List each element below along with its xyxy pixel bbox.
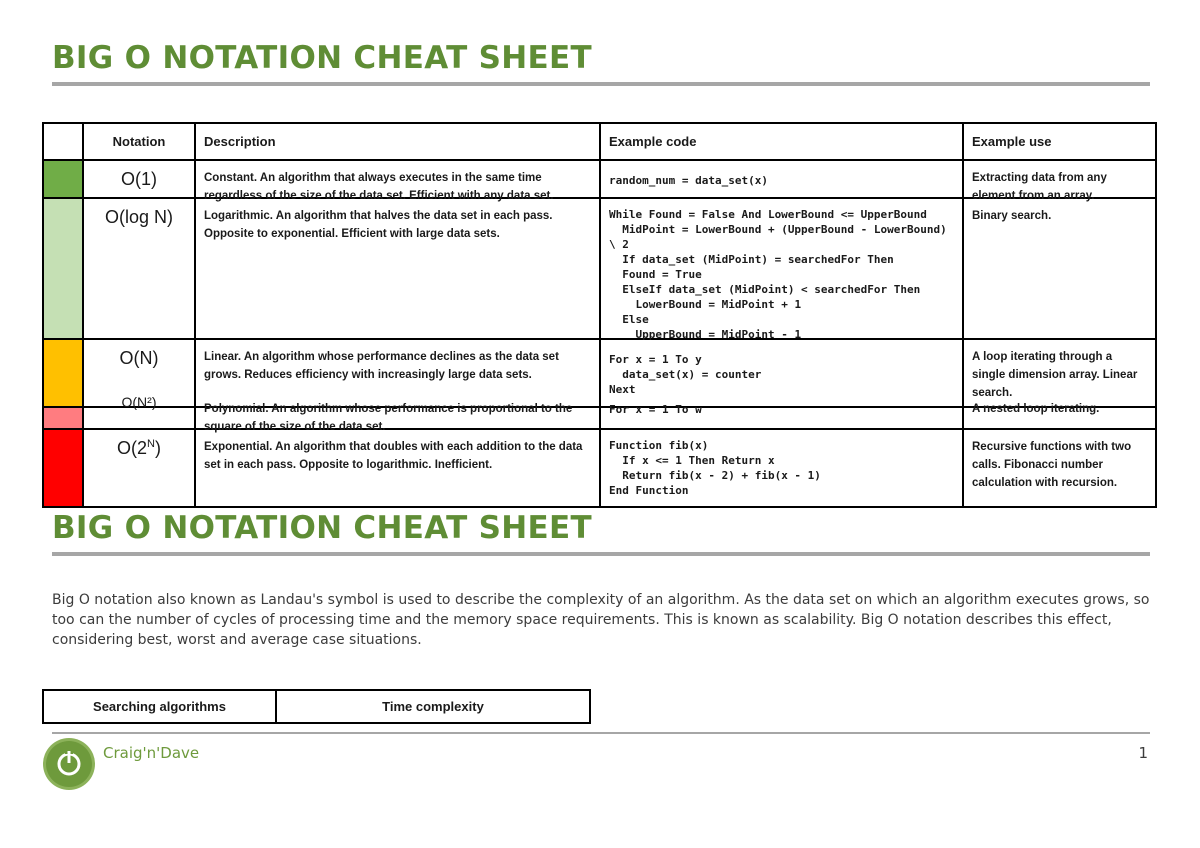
description-cell: Logarithmic. An algorithm that halves the data set in each pass. Opposite to exponential. Efficient with large data sets. bbox=[204, 210, 553, 240]
table-row bbox=[43, 429, 1156, 507]
table-header-row bbox=[43, 123, 1156, 160]
notation-cell: O(1) bbox=[121, 169, 157, 189]
row-color-swatch bbox=[43, 339, 83, 407]
code-cell: For x = 1 To y data_set(x) = counter Next bbox=[609, 353, 762, 396]
code-cell: Function fib(x) If x <= 1 Then Return x Return fib(x - 2) + fib(x - 1) End Function bbox=[609, 439, 821, 497]
brand-name: Craig'n'Dave bbox=[103, 744, 200, 762]
table-row bbox=[43, 160, 1156, 198]
power-icon bbox=[46, 741, 92, 787]
code-cell: For x = 1 To w bbox=[609, 403, 702, 416]
page-number: 1 bbox=[1138, 744, 1148, 762]
notation-cell: O(N²) bbox=[121, 394, 157, 410]
time-complexity-header: Time complexity bbox=[276, 690, 590, 723]
use-cell: Recursive functions with two calls. Fibonacci number calculation with recursion. bbox=[972, 441, 1132, 489]
section-title: BIG O NOTATION CHEAT SHEET bbox=[52, 510, 592, 546]
table-row bbox=[43, 198, 1156, 339]
notation-cell: O(log N) bbox=[104, 207, 173, 227]
footer-rule bbox=[52, 732, 1150, 734]
searching-algorithms-header: Searching algorithms bbox=[43, 690, 276, 723]
section-rule bbox=[52, 552, 1150, 556]
big-o-table bbox=[42, 122, 1157, 508]
header-description: Description bbox=[195, 123, 600, 160]
header-code: Example code bbox=[600, 123, 963, 160]
code-cell: random_num = data_set(x) bbox=[609, 174, 768, 187]
notation-superscript: N bbox=[147, 438, 155, 450]
use-cell: A nested loop iterating. bbox=[972, 403, 1100, 415]
title-rule bbox=[52, 82, 1150, 86]
page-title: BIG O NOTATION CHEAT SHEET bbox=[52, 40, 592, 76]
notation-cell: $O(2^N)$ bbox=[117, 438, 161, 458]
notation-cell: O(N) bbox=[119, 348, 159, 368]
row-color-swatch bbox=[43, 198, 83, 339]
intro-paragraph: Big O notation also known as Landau's symbol is used to describe the complexity of an algorithm. As the data set on which an algorithm executes grows, so too can the number of cycles of processing time and the memory space requirements. This is known as scalability. Big O notation describes this effect, considering best, worst and average case situations. bbox=[52, 592, 1150, 648]
row-color-swatch bbox=[43, 160, 83, 198]
use-cell: Extracting data from any element from an array. bbox=[972, 172, 1107, 202]
row-color-swatch bbox=[43, 429, 83, 507]
header-notation: Notation bbox=[83, 123, 195, 160]
searching-table bbox=[42, 689, 591, 724]
code-cell: While Found = False And LowerBound <= UpperBound MidPoint = LowerBound + (UpperBound - LowerBound) \ 2 If data_set (MidPoint) = searchedFor Then Found = True ElseIf data_set (MidPoint) < searchedFor Then LowerBound = MidPoint + 1 Else UpperBound = MidPoint - 1 bbox=[609, 208, 947, 341]
use-cell: Binary search. bbox=[972, 210, 1052, 222]
use-cell: A loop iterating through a single dimension array. Linear search. bbox=[972, 351, 1138, 399]
description-cell: Exponential. An algorithm that doubles with each addition to the data set in each pass. Opposite to logarithmic. Inefficient. bbox=[204, 441, 583, 471]
description-cell: Constant. An algorithm that always executes in the same time regardless of the size of the data set. Efficient with any data set. bbox=[204, 172, 554, 202]
description-cell: Linear. An algorithm whose performance declines as the data set grows. Reduces efficiency with increasingly large data sets. bbox=[204, 351, 559, 381]
row-color-swatch bbox=[43, 407, 83, 429]
description-cell: Polynomial. An algorithm whose performance is proportional to the square of the size of the data set. bbox=[204, 403, 573, 433]
header-use: Example use bbox=[963, 123, 1156, 160]
header-color bbox=[43, 123, 83, 160]
table-row bbox=[43, 339, 1156, 407]
table-row bbox=[43, 407, 1156, 429]
